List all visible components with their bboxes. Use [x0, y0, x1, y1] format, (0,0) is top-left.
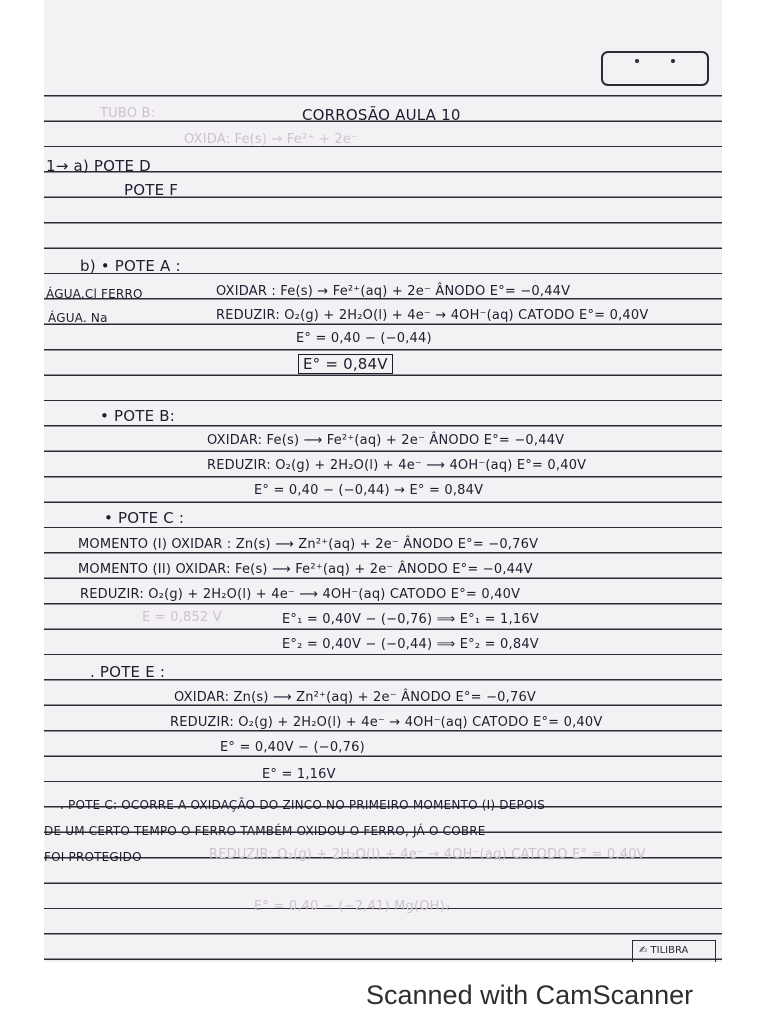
pote-c-e1: E°₁ = 0,40V − (−0,76) ⟹ E°₁ = 1,16V	[282, 612, 539, 627]
pote-a-reduzir: REDUZIR: O₂(g) + 2H₂O(l) + 4e⁻ → 4OH⁻(aq) CATODO E°= 0,40V	[216, 308, 649, 323]
q1b-header: b) • POTE A :	[80, 257, 181, 275]
pote-b-oxidar: OXIDAR: Fe(s) ⟶ Fe²⁺(aq) + 2e⁻ ÂNODO E°= −0,44V	[207, 433, 565, 448]
faint-oxida-text: OXIDA: Fe(s) → Fe²⁺ + 2e⁻	[184, 132, 359, 147]
pote-a-result: E° = 0,84V	[298, 354, 393, 374]
pote-e-calc: E° = 0,40V − (−0,76)	[220, 740, 365, 755]
pote-b-calc: E° = 0,40 − (−0,44) → E° = 0,84V	[254, 483, 484, 498]
conclusion-line-1: . POTE C: OCORRE A OXIDAÇÃO DO ZINCO NO PRIMEIRO MOMENTO (I) DEPOIS	[60, 798, 546, 812]
pote-e-header: . POTE E :	[90, 663, 166, 681]
faint-tubo-text: TUBO B:	[100, 106, 156, 121]
pote-c-header: • POTE C :	[104, 509, 185, 527]
notebook-page	[44, 0, 722, 962]
page-title: CORROSÃO AULA 10	[302, 106, 461, 124]
pote-e-reduzir: REDUZIR: O₂(g) + 2H₂O(l) + 4e⁻ → 4OH⁻(aq) CATODO E°= 0,40V	[170, 715, 603, 730]
faint-reduzir-text: REDUZIR: O₂(g) + 2H₂O(l) + 4e⁻ → 4OH⁻(aq) CATODO E° = 0,40V	[209, 847, 646, 862]
faint-bottom-text: E° = 0,40 − (−2,41) Mg(OH)₂	[254, 899, 451, 914]
conclusion-line-2: DE UM CERTO TEMPO O FERRO TAMBÉM OXIDOU O FERRO, JÁ O COBRE	[44, 824, 486, 838]
pote-b-reduzir: REDUZIR: O₂(g) + 2H₂O(l) + 4e⁻ ⟶ 4OH⁻(aq) E°= 0,40V	[207, 458, 587, 473]
brand-stamp-text: ✍ TILIBRA	[639, 945, 689, 956]
pote-b-header: • POTE B:	[100, 407, 176, 425]
pote-a-calc: E° = 0,40 − (−0,44)	[296, 331, 432, 346]
pote-c-momento-2: MOMENTO (II) OXIDAR: Fe(s) ⟶ Fe²⁺(aq) + 2e⁻ ÂNODO E°= −0,44V	[78, 562, 533, 577]
date-tag-box	[601, 51, 709, 86]
pote-a-margin-note-2: ÁGUA. Na	[48, 311, 108, 325]
pote-c-e2: E°₂ = 0,40V − (−0,44) ⟹ E°₂ = 0,84V	[282, 637, 539, 652]
conclusion-line-3: FOI PROTEGIDO	[44, 850, 142, 864]
camscanner-watermark: Scanned with CamScanner	[366, 980, 694, 1010]
q1a-pote-f: POTE F	[124, 181, 179, 199]
pote-e-result: E° = 1,16V	[262, 767, 336, 782]
pote-c-momento-1: MOMENTO (I) OXIDAR : Zn(s) ⟶ Zn²⁺(aq) + 2e⁻ ÂNODO E°= −0,76V	[78, 537, 539, 552]
q1a-text: 1→ a) POTE D	[46, 157, 151, 175]
pote-e-oxidar: OXIDAR: Zn(s) ⟶ Zn²⁺(aq) + 2e⁻ ÂNODO E°= −0,76V	[174, 690, 537, 705]
notebook-brand-stamp	[632, 940, 716, 962]
pote-c-reduzir: REDUZIR: O₂(g) + 2H₂O(l) + 4e⁻ ⟶ 4OH⁻(aq) CATODO E°= 0,40V	[80, 587, 521, 602]
faint-e-text: E = 0,852 V	[142, 610, 222, 625]
pote-a-oxidar: OXIDAR : Fe(s) → Fe²⁺(aq) + 2e⁻ ÂNODO E°= −0,44V	[216, 284, 571, 299]
pote-a-margin-note-1: ÁGUA.Cl FERRO	[46, 287, 143, 301]
